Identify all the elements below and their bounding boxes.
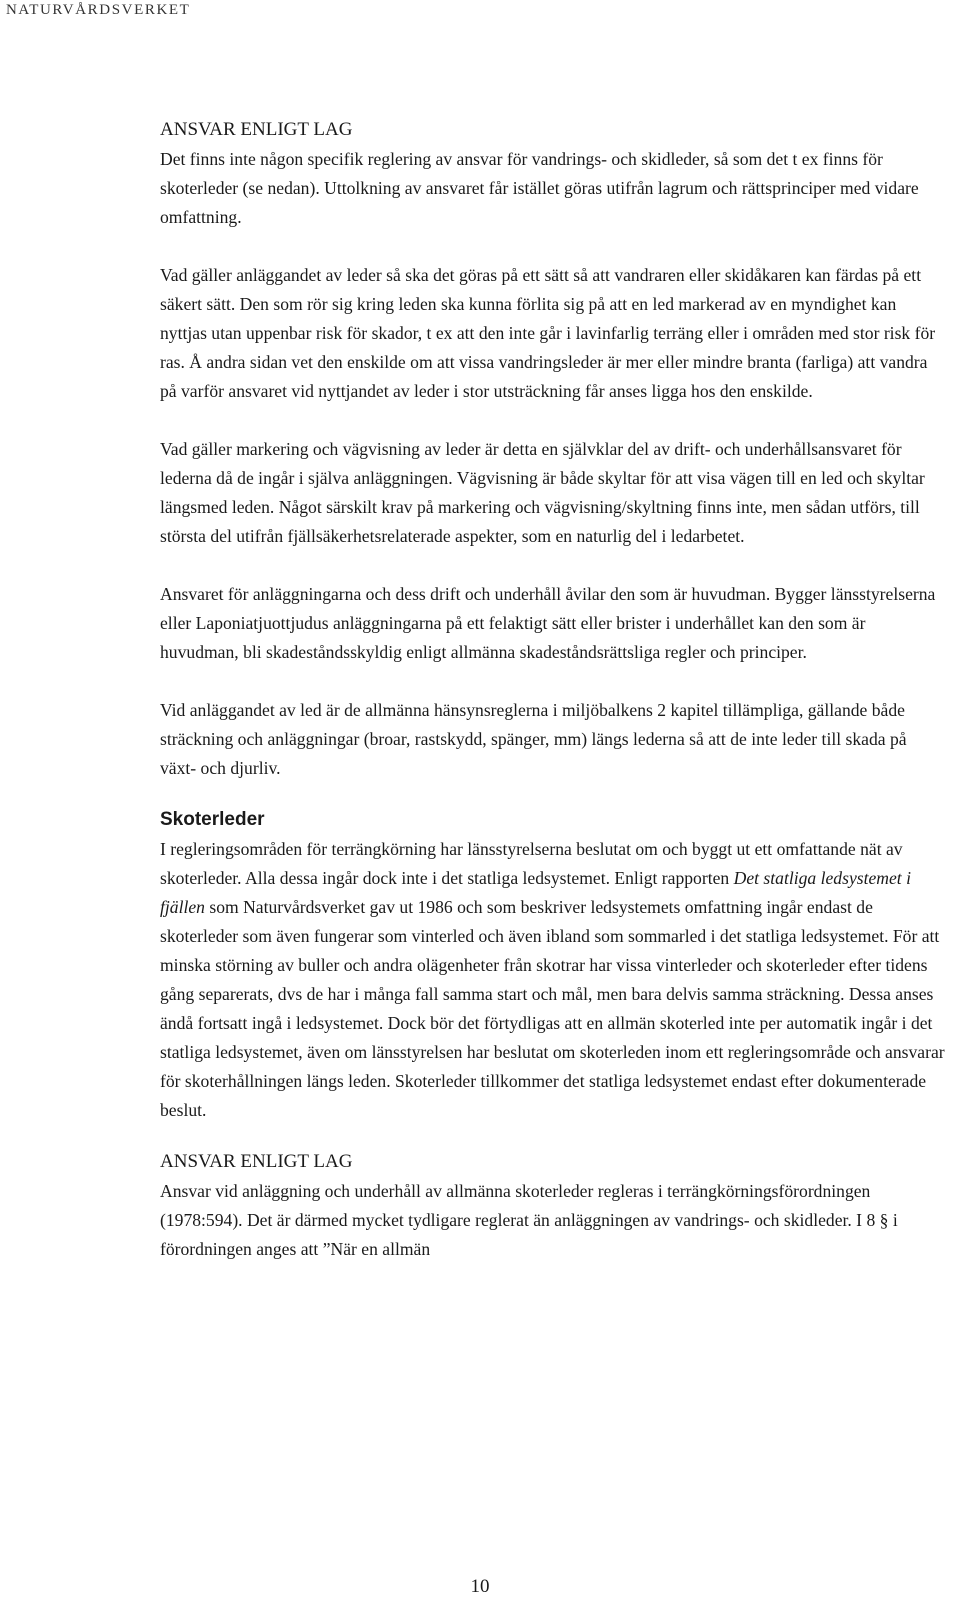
paragraph: Ansvar vid anläggning och underhåll av allmänna skoterleder regleras i terrängkörningsförordningen (1978:594). Det är därmed mycket tydligare reglerat än anläggningen av vandrings- och skidleder. I 8 § i förordningen anges att ”När en allmän xyxy=(160,1181,898,1259)
document-body xyxy=(160,115,945,1264)
paragraph-text: I regleringsområden för terrängkörning har länsstyrelserna beslutat om och byggt ut ett omfattande nät av skoterleder. Alla dessa ingår dock inte i det statliga ledsystemet. Enligt rapporten xyxy=(160,839,903,888)
paragraph-text: som Naturvårdsverket gav ut 1986 och som beskriver ledsystemets omfattning ingår endast de skoterleder som även fungerar som vinterled och även ibland som sommarled i det statliga ledsystemet. För att minska störning av buller och andra olägenheter från skotrar har vissa vinterleder och skoterleder efter tidens gång separerats, dvs de har i många fall samma start och mål, men bara delvis samma sträckning. Dessa anses ändå fortsatt ingå i ledsystemet. Dock bör det förtydligas att en allmän skoterled inte per automatik ingår i det statliga ledsystemet, även om länsstyrelsen har beslutat om skoterleden inom ett regleringsområde och ansvarar för skoterhållningen längs leden. Skoterleder tillkommer det statliga ledsystemet endast efter dokumenterade beslut. xyxy=(160,897,945,1120)
running-header: NATURVÅRDSVERKET xyxy=(6,2,191,18)
paragraph: Det finns inte någon specifik reglering av ansvar för vandrings- och skidleder, så som det t ex finns för skoterleder (se nedan). Uttolkning av ansvaret får istället göras utifrån lagrum och rättsprinciper med vidare omfattning. xyxy=(160,149,919,227)
section-heading-skoterleder: Skoterleder xyxy=(160,809,265,830)
report-title: Det statliga ledsystemet i fjällen xyxy=(160,868,911,917)
paragraph: Ansvaret för anläggningarna och dess drift och underhåll åvilar den som är huvudman. Bygger länsstyrelserna eller Laponiatjuottjudus anläggningarna på ett felaktigt sätt eller brister i underhållet kan den som är huvudman, bli skadeståndsskyldig enligt allmänna skadeståndsrättsliga regler och principer. xyxy=(160,584,936,662)
paragraph xyxy=(160,835,945,1125)
paragraph: Vad gäller anläggandet av leder så ska det göras på ett sätt så att vandraren eller skidåkaren kan färdas på ett säkert sätt. Den som rör sig kring leden ska kunna förlita sig på att en led markerad av en myndighet kan nyttjas utan uppenbar risk för skador, t ex att den inte går i lavinfarlig terräng eller i områden med stor risk för ras. Å andra sidan vet den enskilde om att vissa vandringsleder är mer eller mindre branta (farliga) att vandra på varför ansvaret vid nyttjandet av leder i stor utsträckning får anses ligga hos den enskilde. xyxy=(160,265,936,401)
section-heading-ansvar-2: ANSVAR ENLIGT LAG xyxy=(160,1151,353,1172)
section-heading-ansvar: ANSVAR ENLIGT LAG xyxy=(160,119,353,140)
page-number: 10 xyxy=(470,1576,490,1597)
paragraph: Vad gäller markering och vägvisning av leder är detta en självklar del av drift- och underhållsansvaret för lederna då de ingår i själva anläggningen. Vägvisning är både skyltar för att visa vägen till en led och skyltar längsmed leden. Något särskilt krav på markering och vägvisning/skyltning finns inte, men sådan utförs, till största del utifrån fjällsäkerhetsrelaterade aspekter, som en naturlig del i ledarbetet. xyxy=(160,439,925,546)
paragraph: Vid anläggandet av led är de allmänna hänsynsreglerna i miljöbalkens 2 kapitel tillämpliga, gällande både sträckning och anläggningar (broar, rastskydd, spänger, mm) längs lederna så att de inte leder till skada på växt- och djurliv. xyxy=(160,700,907,778)
